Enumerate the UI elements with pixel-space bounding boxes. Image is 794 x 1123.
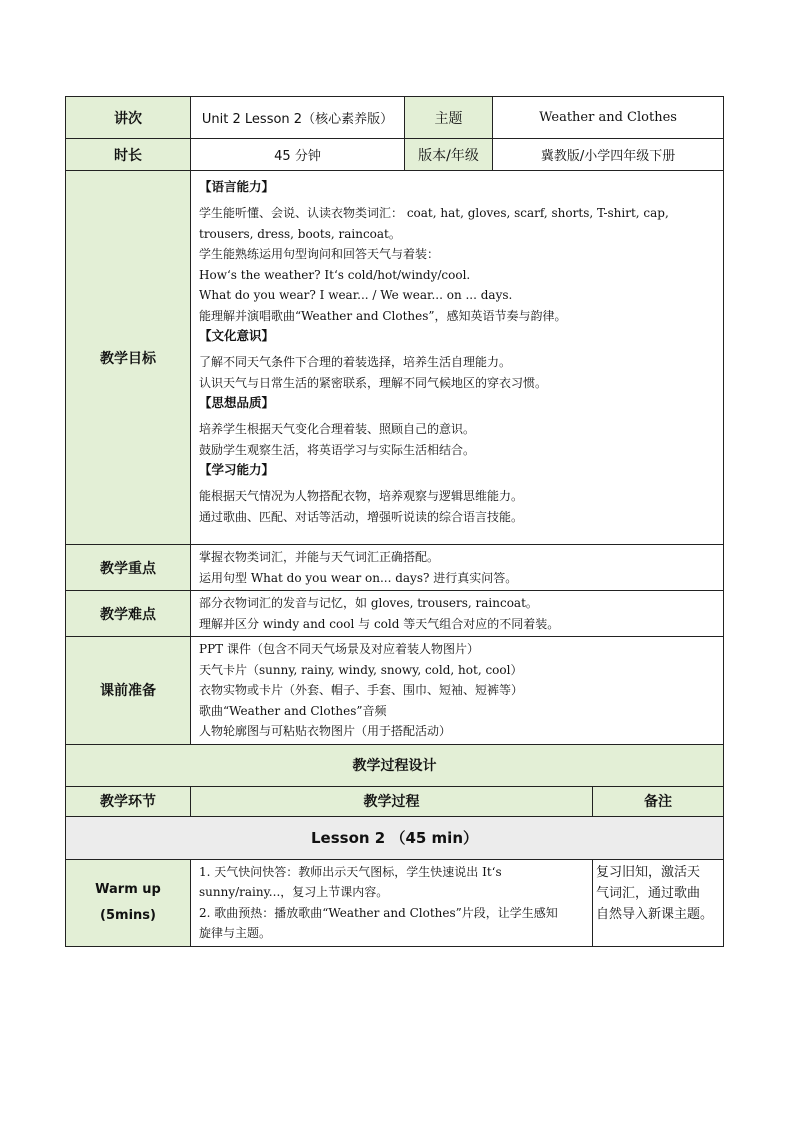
duration-row: [66, 139, 724, 171]
preparation-row: [66, 637, 724, 745]
process-title: 教学过程设计: [66, 744, 724, 786]
warmup-note: [593, 859, 724, 946]
lesson-label: 讲次: [66, 97, 191, 139]
section-title: 【思想品质】: [199, 395, 275, 410]
process-header-row: [66, 786, 724, 816]
warmup-stage: [66, 859, 191, 946]
objective-line: 鼓励学生观察生活，将英语学习与实际生活相结合。: [199, 442, 476, 457]
preparation-line: 歌曲“Weather and Clothes”音频: [199, 703, 387, 718]
key-points-content: [191, 545, 724, 591]
objective-line: 通过歌曲、匹配、对话等活动，增强听说读的综合语言技能。: [199, 509, 524, 524]
objectives-label: 教学目标: [66, 171, 191, 545]
warmup-note-line: 复习旧知，激活天: [596, 864, 701, 880]
section-title: 【文化意识】: [199, 328, 275, 343]
section-title: 【学习能力】: [199, 462, 275, 477]
objectives-section-learning: [199, 460, 717, 527]
col-notes-header: 备注: [593, 786, 724, 816]
objective-line: trousers, dress, boots, raincoat。: [199, 226, 401, 241]
objective-line: What do you wear? I wear... / We wear... on ... days.: [199, 288, 513, 302]
key-point-line: 掌握衣物类词汇，并能与天气词汇正确搭配。: [199, 550, 440, 564]
objective-line: 能根据天气情况为人物搭配衣物，培养观察与逻辑思维能力。: [199, 489, 524, 503]
section-title: 【语言能力】: [199, 179, 275, 194]
warmup-row: [66, 859, 724, 946]
lesson-value: Unit 2 Lesson 2（核心素养版）: [191, 97, 405, 139]
warmup-label: Warm up: [95, 881, 161, 897]
difficulty-line: 理解并区分 windy and cool 与 cold 等天气组合对应的不同着装。: [199, 616, 560, 631]
objective-line: 认识天气与日常生活的紧密联系，理解不同气候地区的穿衣习惯。: [199, 375, 548, 390]
warmup-note-line: 气词汇，通过歌曲: [596, 885, 701, 901]
col-stage-header: 教学环节: [66, 786, 191, 816]
objectives-section-language: [199, 177, 717, 326]
duration-label: 时长: [66, 139, 191, 171]
topic-value: Weather and Clothes: [493, 97, 724, 139]
edition-value: 冀教版/小学四年级下册: [493, 139, 724, 171]
warmup-line: 1. 天气快问快答：教师出示天气图标，学生快速说出 It‘s: [199, 864, 502, 879]
preparation-line: 衣物实物或卡片（外套、帽子、手套、围巾、短袖、短裤等）: [199, 683, 524, 697]
objectives-section-character: [199, 393, 717, 460]
objective-line: 能理解并演唱歌曲“Weather and Clothes”，感知英语节奏与韵律。: [199, 308, 567, 323]
preparation-content: [191, 637, 724, 745]
lesson-row: [66, 97, 724, 139]
preparation-label: 课前准备: [66, 637, 191, 745]
objective-line: 学生能听懂、会说、认读衣物类词汇： coat, hat, gloves, scarf, shorts, T-shirt, cap,: [199, 206, 669, 220]
warmup-time: (5mins): [100, 907, 156, 923]
warmup-line: 2. 歌曲预热：播放歌曲“Weather and Clothes”片段，让学生感知: [199, 905, 558, 920]
warmup-process: [191, 859, 593, 946]
difficulties-label: 教学难点: [66, 591, 191, 637]
lesson-heading: Lesson 2 （45 min）: [66, 816, 724, 859]
difficulty-line: 部分衣物词汇的发音与记忆，如 gloves, trousers, raincoat。: [199, 596, 538, 610]
process-title-row: [66, 744, 724, 786]
difficulties-content: [191, 591, 724, 637]
objective-line: 学生能熟练运用句型询问和回答天气与着装：: [199, 247, 440, 261]
objectives-row: [66, 171, 724, 545]
preparation-line: 天气卡片（sunny, rainy, windy, snowy, cold, hot, cool）: [199, 662, 523, 677]
key-points-row: [66, 545, 724, 591]
key-points-label: 教学重点: [66, 545, 191, 591]
col-process-header: 教学过程: [191, 786, 593, 816]
objectives-content: [191, 171, 724, 545]
objectives-section-culture: [199, 326, 717, 393]
topic-label: 主题: [405, 97, 493, 139]
preparation-line: PPT 课件（包含不同天气场景及对应着装人物图片）: [199, 642, 479, 656]
warmup-line: 旋律与主题。: [199, 926, 272, 940]
key-point-line: 运用句型 What do you wear on... days? 进行真实问答。: [199, 570, 518, 585]
objective-line: 了解不同天气条件下合理的着装选择，培养生活自理能力。: [199, 355, 512, 369]
edition-label: 版本/年级: [405, 139, 493, 171]
objective-line: 培养学生根据天气变化合理着装、照顾自己的意识。: [199, 422, 476, 436]
lesson-plan-table: [65, 96, 724, 947]
warmup-note-line: 自然导入新课主题。: [596, 906, 714, 922]
duration-value: 45 分钟: [191, 139, 405, 171]
warmup-line: sunny/rainy...，复习上节课内容。: [199, 885, 389, 899]
objective-line: How‘s the weather? It‘s cold/hot/windy/cool.: [199, 267, 471, 282]
difficulties-row: [66, 591, 724, 637]
preparation-line: 人物轮廓图与可粘贴衣物图片（用于搭配活动）: [199, 724, 452, 738]
lesson-heading-row: [66, 816, 724, 859]
